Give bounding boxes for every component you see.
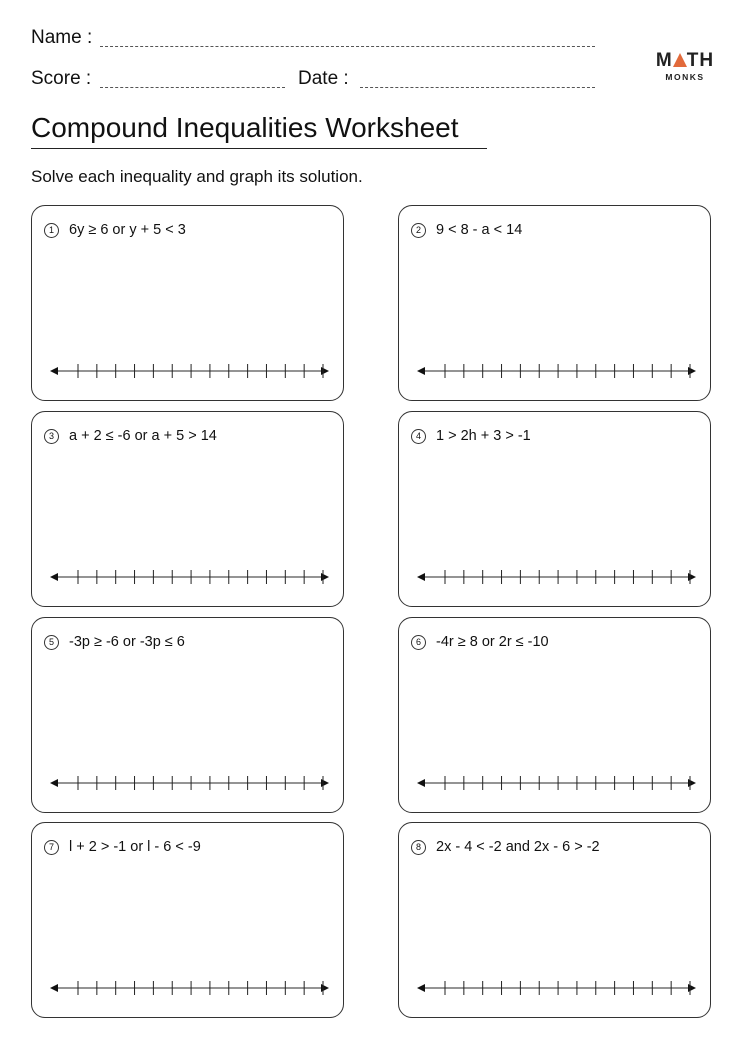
problem-text: -4r ≥ 8 or 2r ≤ -10 xyxy=(436,634,549,650)
problem-text: 9 < 8 - a < 14 xyxy=(436,222,523,238)
left-arrow-icon xyxy=(50,573,58,581)
score-field[interactable] xyxy=(100,87,285,88)
problem-card xyxy=(31,411,344,607)
left-arrow-icon xyxy=(417,367,425,375)
problem-number: 6 xyxy=(411,635,426,650)
problem-number: 4 xyxy=(411,429,426,444)
problem-text: a + 2 ≤ -6 or a + 5 > 14 xyxy=(69,428,217,444)
right-arrow-icon xyxy=(688,984,696,992)
problem-card xyxy=(398,205,711,401)
problem-number: 5 xyxy=(44,635,59,650)
page-title: Compound Inequalities Worksheet xyxy=(31,112,487,149)
problem-text: 1 > 2h + 3 > -1 xyxy=(436,428,531,444)
score-label: Score : xyxy=(31,68,92,89)
number-line xyxy=(415,772,697,794)
problem-card xyxy=(31,822,344,1018)
date-label: Date : xyxy=(298,68,349,89)
triangle-icon xyxy=(673,53,687,67)
left-arrow-icon xyxy=(50,984,58,992)
problem-card xyxy=(31,617,344,813)
name-field[interactable] xyxy=(100,46,595,47)
left-arrow-icon xyxy=(50,367,58,375)
problem-number: 3 xyxy=(44,429,59,444)
number-line xyxy=(48,360,330,382)
left-arrow-icon xyxy=(417,984,425,992)
right-arrow-icon xyxy=(688,367,696,375)
number-line xyxy=(415,566,697,588)
problem-number: 8 xyxy=(411,840,426,855)
problem-card xyxy=(31,205,344,401)
number-line xyxy=(48,566,330,588)
date-field[interactable] xyxy=(360,87,595,88)
right-arrow-icon xyxy=(321,573,329,581)
problem-text: 6y ≥ 6 or y + 5 < 3 xyxy=(69,222,186,238)
problem-number: 7 xyxy=(44,840,59,855)
problem-card xyxy=(398,822,711,1018)
right-arrow-icon xyxy=(321,779,329,787)
number-line xyxy=(415,977,697,999)
problem-text: -3p ≥ -6 or -3p ≤ 6 xyxy=(69,634,185,650)
number-line xyxy=(415,360,697,382)
problem-number: 2 xyxy=(411,223,426,238)
left-arrow-icon xyxy=(417,779,425,787)
problem-card xyxy=(398,411,711,607)
number-line xyxy=(48,772,330,794)
right-arrow-icon xyxy=(688,573,696,581)
problem-text: l + 2 > -1 or l - 6 < -9 xyxy=(69,839,201,855)
left-arrow-icon xyxy=(50,779,58,787)
name-label: Name : xyxy=(31,27,93,48)
instructions: Solve each inequality and graph its solution. xyxy=(31,167,363,186)
right-arrow-icon xyxy=(321,984,329,992)
left-arrow-icon xyxy=(417,573,425,581)
problem-text: 2x - 4 < -2 and 2x - 6 > -2 xyxy=(436,839,600,855)
math-monks-logo: M TH MONKS xyxy=(655,50,715,82)
right-arrow-icon xyxy=(321,367,329,375)
problem-number: 1 xyxy=(44,223,59,238)
problem-card xyxy=(398,617,711,813)
right-arrow-icon xyxy=(688,779,696,787)
number-line xyxy=(48,977,330,999)
